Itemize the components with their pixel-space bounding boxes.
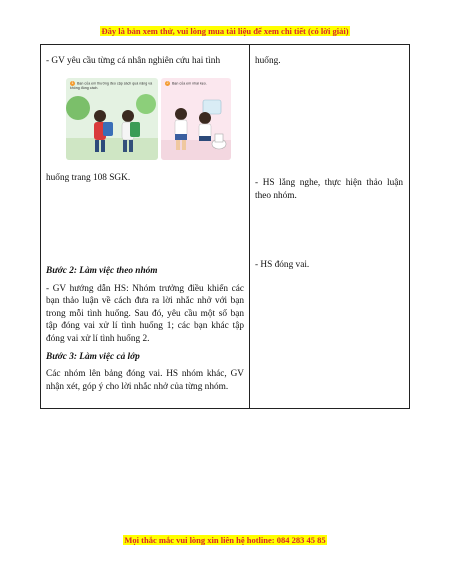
caption-number-2: 2 bbox=[166, 80, 169, 85]
teacher-paragraph-3: - GV hướng dẫn HS: Nhóm trưởng điều khiển các bạn thảo luận về cách đưa ra lời nhắc nhở với bạn trong mỗi tình huống. Sau đó, yêu cầu một số bạn tập đóng vai xử lí tình huống 1; các bạn khác tập đóng vai xử lí tình huống 2. bbox=[46, 283, 244, 344]
step-2-block bbox=[46, 265, 244, 393]
teacher-paragraph-4: Các nhóm lên bảng đóng vai. HS nhóm khác, GV nhận xét, góp ý cho lời nhắc nhở của từng nhóm. bbox=[46, 369, 244, 392]
situation-illustration bbox=[46, 78, 244, 160]
teacher-paragraph-1: - GV yêu cầu từng cá nhân nghiên cứu hai tình bbox=[46, 56, 221, 66]
hotline-banner bbox=[0, 535, 450, 545]
teacher-activity-column bbox=[46, 55, 244, 392]
step-3-heading: Bước 3: Làm việc cả lớp bbox=[46, 351, 140, 362]
student-paragraph-2: - HS lắng nghe, thực hiện thảo luận theo nhóm. bbox=[255, 178, 403, 201]
student-activity-column bbox=[255, 55, 403, 270]
illustration-caption-2: 2 Bạn của em nhai kẹo. bbox=[166, 80, 207, 86]
lesson-table bbox=[40, 44, 410, 409]
column-divider bbox=[249, 45, 250, 408]
hotline-text: Mọi thắc mắc vui lòng xin liên hệ hotline: 084 283 45 85 bbox=[124, 535, 326, 545]
caption-number-1: 1 bbox=[71, 80, 74, 85]
student-paragraph-1: huống. bbox=[255, 56, 281, 66]
illustration-caption-1: 1 Bạn của em thường đeo cặp sách quá nặng và không đúng cách. bbox=[70, 80, 153, 90]
student-paragraph-3: - HS đóng vai. bbox=[255, 260, 310, 270]
teacher-paragraph-2: huống trang 108 SGK. bbox=[46, 172, 131, 183]
step-2-heading: Bước 2: Làm việc theo nhóm bbox=[46, 266, 158, 276]
illustration-panel-2 bbox=[161, 78, 231, 160]
illustration-panel-1 bbox=[66, 78, 158, 160]
preview-notice-text: Đây là bản xem thử, vui lòng mua tài liệu để xem chi tiết (có lời giải) bbox=[101, 26, 349, 36]
preview-notice-banner bbox=[0, 26, 450, 36]
students-toilet-image bbox=[161, 78, 231, 160]
